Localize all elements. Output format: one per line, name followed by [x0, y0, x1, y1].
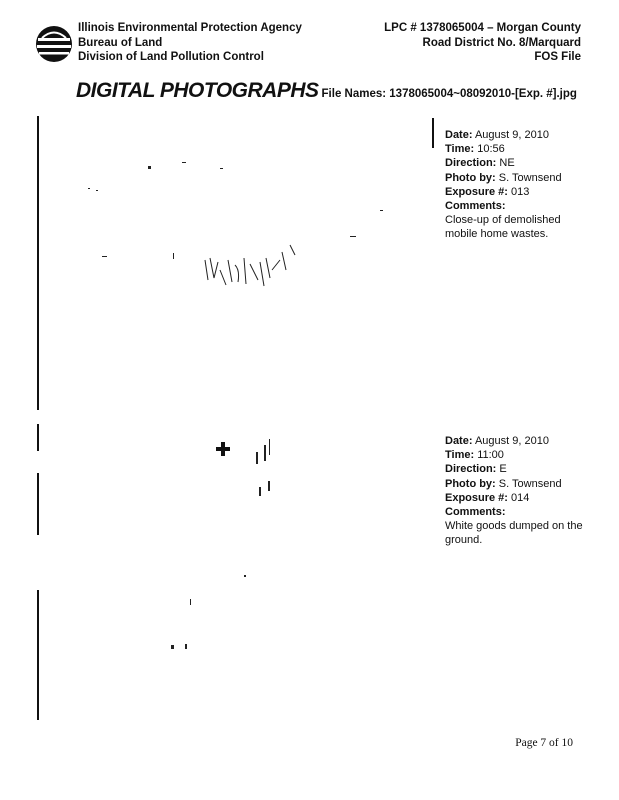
- exposure-label: Exposure #:: [445, 491, 508, 504]
- title-row: [76, 79, 577, 103]
- lpc-number: LPC # 1378065004 – Morgan County: [384, 22, 581, 34]
- photo-1-left-edge: [37, 116, 39, 410]
- agency-logo-icon: [34, 24, 74, 64]
- date-value: August 9, 2010: [474, 129, 549, 141]
- file-names-label: File Names: 1378065004~08092010-[Exp. #].jpg: [321, 88, 577, 100]
- photo-2: [40, 425, 430, 720]
- photo-by-value: S. Townsend: [498, 171, 562, 184]
- photo-1-right-edge: [432, 118, 434, 148]
- comments-label: Comments:: [445, 506, 506, 519]
- direction-value: E: [499, 463, 507, 476]
- photo-2-left-edge-a: [37, 424, 39, 451]
- agency-block: [78, 21, 302, 65]
- time-label: Time:: [445, 143, 475, 156]
- photo-2-info: [445, 434, 595, 548]
- photo-2-left-edge-b: [37, 473, 39, 535]
- direction-label: Direction:: [445, 157, 497, 170]
- time-value: 10:56: [477, 143, 505, 156]
- date-label: Date:: [445, 129, 473, 141]
- photo-by-value: S. Townsend: [498, 477, 562, 490]
- bureau-name: Bureau of Land: [78, 36, 163, 49]
- comments-value: Close-up of demolished mobile home wastes.: [445, 214, 561, 241]
- exposure-value: 013: [511, 185, 530, 198]
- time-value: 11:00: [477, 449, 504, 462]
- comments-value: White goods dumped on the ground.: [445, 520, 583, 547]
- comments-label: Comments:: [445, 200, 506, 213]
- exposure-value: 014: [511, 491, 530, 504]
- page-title: DIGITAL PHOTOGRAPHS: [76, 79, 319, 102]
- photo-2-left-edge-c: [37, 590, 39, 720]
- photo-by-label: Photo by:: [445, 171, 496, 184]
- direction-value: NE: [499, 157, 515, 170]
- site-block: [384, 21, 581, 65]
- division-name: Division of Land Pollution Control: [78, 51, 264, 63]
- photo-by-label: Photo by:: [445, 477, 496, 490]
- direction-label: Direction:: [445, 463, 497, 476]
- date-label: Date:: [445, 435, 473, 447]
- date-value: August 9, 2010: [474, 435, 549, 447]
- road-district: Road District No. 8/Marquard: [422, 36, 581, 49]
- page-number: Page 7 of 10: [515, 737, 573, 749]
- photo-1-info: [445, 128, 595, 242]
- time-label: Time:: [445, 449, 475, 462]
- agency-name: Illinois Environmental Protection Agency: [78, 22, 302, 34]
- photo-1: [40, 118, 430, 408]
- exposure-label: Exposure #:: [445, 185, 508, 198]
- file-type: FOS File: [534, 51, 581, 63]
